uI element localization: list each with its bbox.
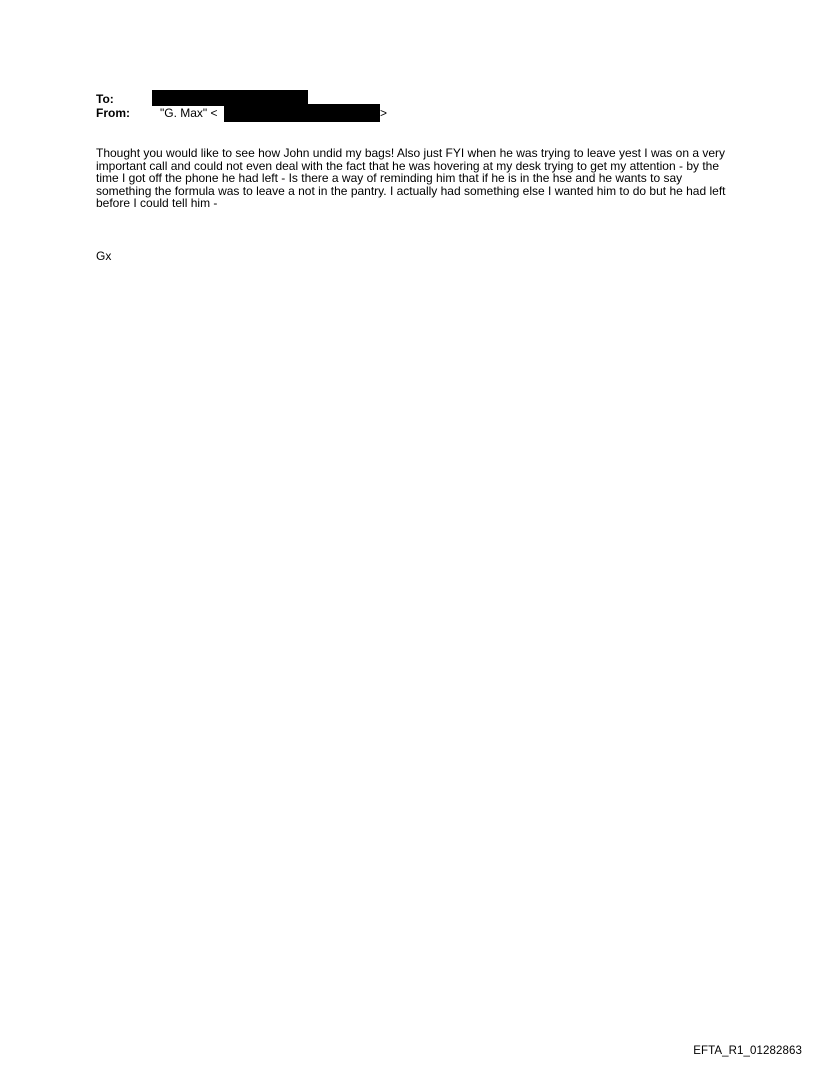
email-header	[96, 92, 736, 120]
from-redaction-block	[224, 104, 380, 122]
from-label: From:	[96, 106, 130, 120]
to-row	[96, 92, 736, 106]
email-body: Thought you would like to see how John undid my bags! Also just FYI when he was trying to leave yest I was on a very important call and could not even deal with the fact that he was hovering at my desk trying to get my attention - by the time I got off the phone he had left - Is there a way of reminding him that if he is in the hse and he wants to say something the formula was to leave a not in the pantry. I actually had something else I wanted him to do but he had left before I could tell him -	[96, 146, 726, 210]
email-sign-off: Gx	[96, 249, 112, 263]
from-name: "G. Max" <	[160, 106, 218, 120]
document-id-stamp: EFTA_R1_01282863	[693, 1045, 802, 1057]
from-address-close: >	[380, 106, 388, 120]
from-row	[96, 106, 736, 120]
to-label: To:	[96, 92, 114, 106]
